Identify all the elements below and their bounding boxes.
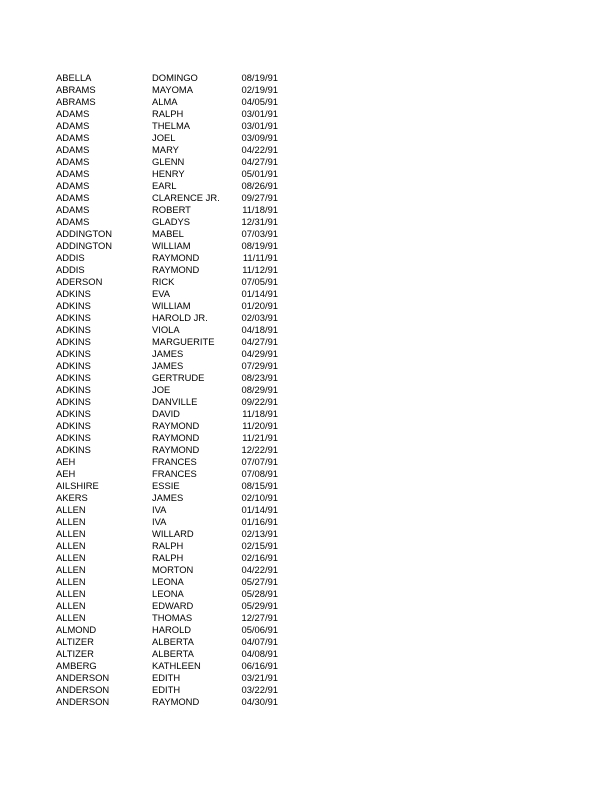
first-name: ESSIE <box>152 480 180 491</box>
record-date: 03/01/91 <box>241 120 278 131</box>
record-date: 03/09/91 <box>241 132 278 143</box>
first-name: WILLARD <box>152 528 194 539</box>
record-row <box>56 420 296 432</box>
record-date: 04/18/91 <box>241 324 278 335</box>
last-name: ALLEN <box>56 600 86 611</box>
first-name: GLENN <box>152 156 185 167</box>
last-name: ADKINS <box>56 372 91 383</box>
first-name: VIOLA <box>152 324 180 335</box>
record-row <box>56 252 296 264</box>
record-date: 02/16/91 <box>241 552 278 563</box>
record-row <box>56 552 296 564</box>
record-date: 11/11/91 <box>242 252 278 263</box>
last-name: ALLEN <box>56 552 86 563</box>
last-name: ABRAMS <box>56 84 96 95</box>
record-date: 01/20/91 <box>241 300 278 311</box>
record-date: 11/21/91 <box>242 432 278 443</box>
record-row <box>56 576 296 588</box>
first-name: DOMINGO <box>152 72 198 83</box>
record-date: 09/27/91 <box>241 192 278 203</box>
last-name: ADAMS <box>56 216 90 227</box>
last-name: ALLEN <box>56 504 86 515</box>
record-row <box>56 132 296 144</box>
record-date: 07/07/91 <box>241 456 278 467</box>
record-date: 05/01/91 <box>241 168 278 179</box>
last-name: AKERS <box>56 492 88 503</box>
last-name: ANDERSON <box>56 696 110 707</box>
record-date: 08/19/91 <box>241 72 278 83</box>
record-row <box>56 72 296 84</box>
last-name: ADKINS <box>56 336 91 347</box>
record-row <box>56 312 296 324</box>
record-date: 05/06/91 <box>241 624 278 635</box>
first-name: WILLIAM <box>152 240 191 251</box>
last-name: ADDIS <box>56 264 85 275</box>
record-date: 11/12/91 <box>242 264 278 275</box>
record-row <box>56 216 296 228</box>
record-row <box>56 528 296 540</box>
record-row <box>56 192 296 204</box>
first-name: RAYMOND <box>152 696 200 707</box>
record-row <box>56 120 296 132</box>
last-name: ADDINGTON <box>56 228 113 239</box>
first-name: RAYMOND <box>152 264 200 275</box>
record-date: 02/03/91 <box>241 312 278 323</box>
record-row <box>56 588 296 600</box>
record-date: 11/18/91 <box>242 408 278 419</box>
first-name: RAYMOND <box>152 444 200 455</box>
last-name: ALMOND <box>56 624 97 635</box>
record-row <box>56 660 296 672</box>
record-date: 12/27/91 <box>241 612 278 623</box>
first-name: HENRY <box>152 168 185 179</box>
last-name: ADAMS <box>56 132 90 143</box>
first-name: DANVILLE <box>152 396 198 407</box>
first-name: MARY <box>152 144 179 155</box>
last-name: ALLEN <box>56 612 86 623</box>
record-row <box>56 108 296 120</box>
first-name: THELMA <box>152 120 191 131</box>
last-name: ADAMS <box>56 204 90 215</box>
record-date: 04/22/91 <box>241 564 278 575</box>
record-date: 09/22/91 <box>241 396 278 407</box>
record-row <box>56 384 296 396</box>
record-date: 07/08/91 <box>241 468 278 479</box>
record-row <box>56 348 296 360</box>
first-name: JAMES <box>152 492 184 503</box>
record-row <box>56 264 296 276</box>
record-row <box>56 480 296 492</box>
first-name: RAYMOND <box>152 252 200 263</box>
record-row <box>56 168 296 180</box>
record-row <box>56 360 296 372</box>
first-name: RAYMOND <box>152 420 200 431</box>
first-name: CLARENCE JR. <box>152 192 220 203</box>
record-date: 03/01/91 <box>241 108 278 119</box>
first-name: HAROLD JR. <box>152 312 208 323</box>
record-date: 04/22/91 <box>241 144 278 155</box>
record-date: 04/29/91 <box>241 348 278 359</box>
record-row <box>56 300 296 312</box>
record-row <box>56 336 296 348</box>
first-name: ALBERTA <box>152 648 194 659</box>
last-name: ALTIZER <box>56 636 94 647</box>
record-date: 01/14/91 <box>241 288 278 299</box>
record-row <box>56 372 296 384</box>
first-name: EARL <box>152 180 177 191</box>
first-name: WILLIAM <box>152 300 191 311</box>
record-date: 11/18/91 <box>242 204 278 215</box>
first-name: RAYMOND <box>152 432 200 443</box>
first-name: MORTON <box>152 564 194 575</box>
first-name: LEONA <box>152 588 184 599</box>
first-name: RALPH <box>152 540 184 551</box>
first-name: ROBERT <box>152 204 191 215</box>
first-name: IVA <box>152 516 167 527</box>
first-name: ALMA <box>152 96 178 107</box>
last-name: ADKINS <box>56 324 91 335</box>
record-date: 08/15/91 <box>241 480 278 491</box>
last-name: ADAMS <box>56 108 90 119</box>
record-date: 04/08/91 <box>241 648 278 659</box>
last-name: ALTIZER <box>56 648 94 659</box>
record-date: 02/13/91 <box>241 528 278 539</box>
record-row <box>56 324 296 336</box>
records-list <box>56 72 296 708</box>
record-date: 11/20/91 <box>242 420 278 431</box>
first-name: RICK <box>152 276 175 287</box>
record-date: 12/31/91 <box>241 216 278 227</box>
first-name: EDITH <box>152 684 181 695</box>
record-date: 12/22/91 <box>241 444 278 455</box>
record-date: 02/15/91 <box>241 540 278 551</box>
record-date: 05/27/91 <box>241 576 278 587</box>
last-name: ABELLA <box>56 72 92 83</box>
record-row <box>56 144 296 156</box>
first-name: FRANCES <box>152 456 197 467</box>
record-date: 05/29/91 <box>241 600 278 611</box>
record-date: 07/29/91 <box>241 360 278 371</box>
record-row <box>56 648 296 660</box>
record-date: 04/27/91 <box>241 336 278 347</box>
record-date: 04/30/91 <box>241 696 278 707</box>
last-name: AEH <box>56 456 76 467</box>
first-name: MAYOMA <box>152 84 193 95</box>
first-name: FRANCES <box>152 468 197 479</box>
last-name: ANDERSON <box>56 684 110 695</box>
first-name: HAROLD <box>152 624 192 635</box>
record-date: 03/22/91 <box>241 684 278 695</box>
record-date: 01/14/91 <box>241 504 278 515</box>
record-row <box>56 96 296 108</box>
record-row <box>56 180 296 192</box>
last-name: ALLEN <box>56 528 86 539</box>
last-name: ADDIS <box>56 252 85 263</box>
record-row <box>56 156 296 168</box>
record-row <box>56 288 296 300</box>
last-name: ADKINS <box>56 348 91 359</box>
first-name: RALPH <box>152 108 184 119</box>
record-date: 05/28/91 <box>241 588 278 599</box>
record-date: 04/05/91 <box>241 96 278 107</box>
last-name: ADKINS <box>56 420 91 431</box>
record-row <box>56 564 296 576</box>
last-name: ADKINS <box>56 408 91 419</box>
record-row <box>56 468 296 480</box>
first-name: GERTRUDE <box>152 372 205 383</box>
record-date: 01/16/91 <box>241 516 278 527</box>
record-date: 08/29/91 <box>241 384 278 395</box>
last-name: AILSHIRE <box>56 480 99 491</box>
first-name: RALPH <box>152 552 184 563</box>
last-name: ADKINS <box>56 300 91 311</box>
first-name: EDITH <box>152 672 181 683</box>
record-row <box>56 204 296 216</box>
record-row <box>56 396 296 408</box>
last-name: ADAMS <box>56 168 90 179</box>
record-row <box>56 444 296 456</box>
first-name: DAVID <box>152 408 180 419</box>
record-date: 08/26/91 <box>241 180 278 191</box>
last-name: ALLEN <box>56 564 86 575</box>
record-row <box>56 696 296 708</box>
last-name: ALLEN <box>56 516 86 527</box>
record-row <box>56 636 296 648</box>
last-name: ADAMS <box>56 120 90 131</box>
record-row <box>56 276 296 288</box>
first-name: JOE <box>152 384 171 395</box>
record-date: 07/03/91 <box>241 228 278 239</box>
first-name: IVA <box>152 504 167 515</box>
record-row <box>56 432 296 444</box>
record-date: 06/16/91 <box>241 660 278 671</box>
last-name: ADKINS <box>56 288 91 299</box>
first-name: EDWARD <box>152 600 194 611</box>
record-row <box>56 228 296 240</box>
record-row <box>56 684 296 696</box>
record-row <box>56 540 296 552</box>
last-name: AEH <box>56 468 76 479</box>
last-name: ADKINS <box>56 444 91 455</box>
first-name: THOMAS <box>152 612 193 623</box>
first-name: EVA <box>152 288 171 299</box>
record-row <box>56 612 296 624</box>
last-name: ADKINS <box>56 312 91 323</box>
first-name: MABEL <box>152 228 184 239</box>
record-row <box>56 672 296 684</box>
last-name: AMBERG <box>56 660 97 671</box>
last-name: ADERSON <box>56 276 103 287</box>
record-row <box>56 240 296 252</box>
record-row <box>56 516 296 528</box>
last-name: ABRAMS <box>56 96 96 107</box>
record-date: 08/19/91 <box>241 240 278 251</box>
record-row <box>56 624 296 636</box>
record-row <box>56 84 296 96</box>
last-name: ADAMS <box>56 144 90 155</box>
last-name: ALLEN <box>56 576 86 587</box>
first-name: MARGUERITE <box>152 336 215 347</box>
first-name: LEONA <box>152 576 184 587</box>
last-name: ANDERSON <box>56 672 110 683</box>
last-name: ADKINS <box>56 384 91 395</box>
record-row <box>56 456 296 468</box>
record-date: 04/07/91 <box>241 636 278 647</box>
last-name: ADAMS <box>56 192 90 203</box>
last-name: ALLEN <box>56 540 86 551</box>
last-name: ALLEN <box>56 588 86 599</box>
record-date: 04/27/91 <box>241 156 278 167</box>
last-name: ADKINS <box>56 432 91 443</box>
last-name: ADKINS <box>56 360 91 371</box>
first-name: ALBERTA <box>152 636 194 647</box>
first-name: JAMES <box>152 348 184 359</box>
record-row <box>56 408 296 420</box>
last-name: ADDINGTON <box>56 240 113 251</box>
record-date: 02/19/91 <box>241 84 278 95</box>
record-date: 07/05/91 <box>241 276 278 287</box>
first-name: JAMES <box>152 360 184 371</box>
record-date: 08/23/91 <box>241 372 278 383</box>
last-name: ADAMS <box>56 156 90 167</box>
record-row <box>56 504 296 516</box>
first-name: GLADYS <box>152 216 191 227</box>
last-name: ADKINS <box>56 396 91 407</box>
record-row <box>56 600 296 612</box>
record-date: 02/10/91 <box>241 492 278 503</box>
record-date: 03/21/91 <box>241 672 278 683</box>
first-name: KATHLEEN <box>152 660 201 671</box>
record-row <box>56 492 296 504</box>
first-name: JOEL <box>152 132 176 143</box>
last-name: ADAMS <box>56 180 90 191</box>
